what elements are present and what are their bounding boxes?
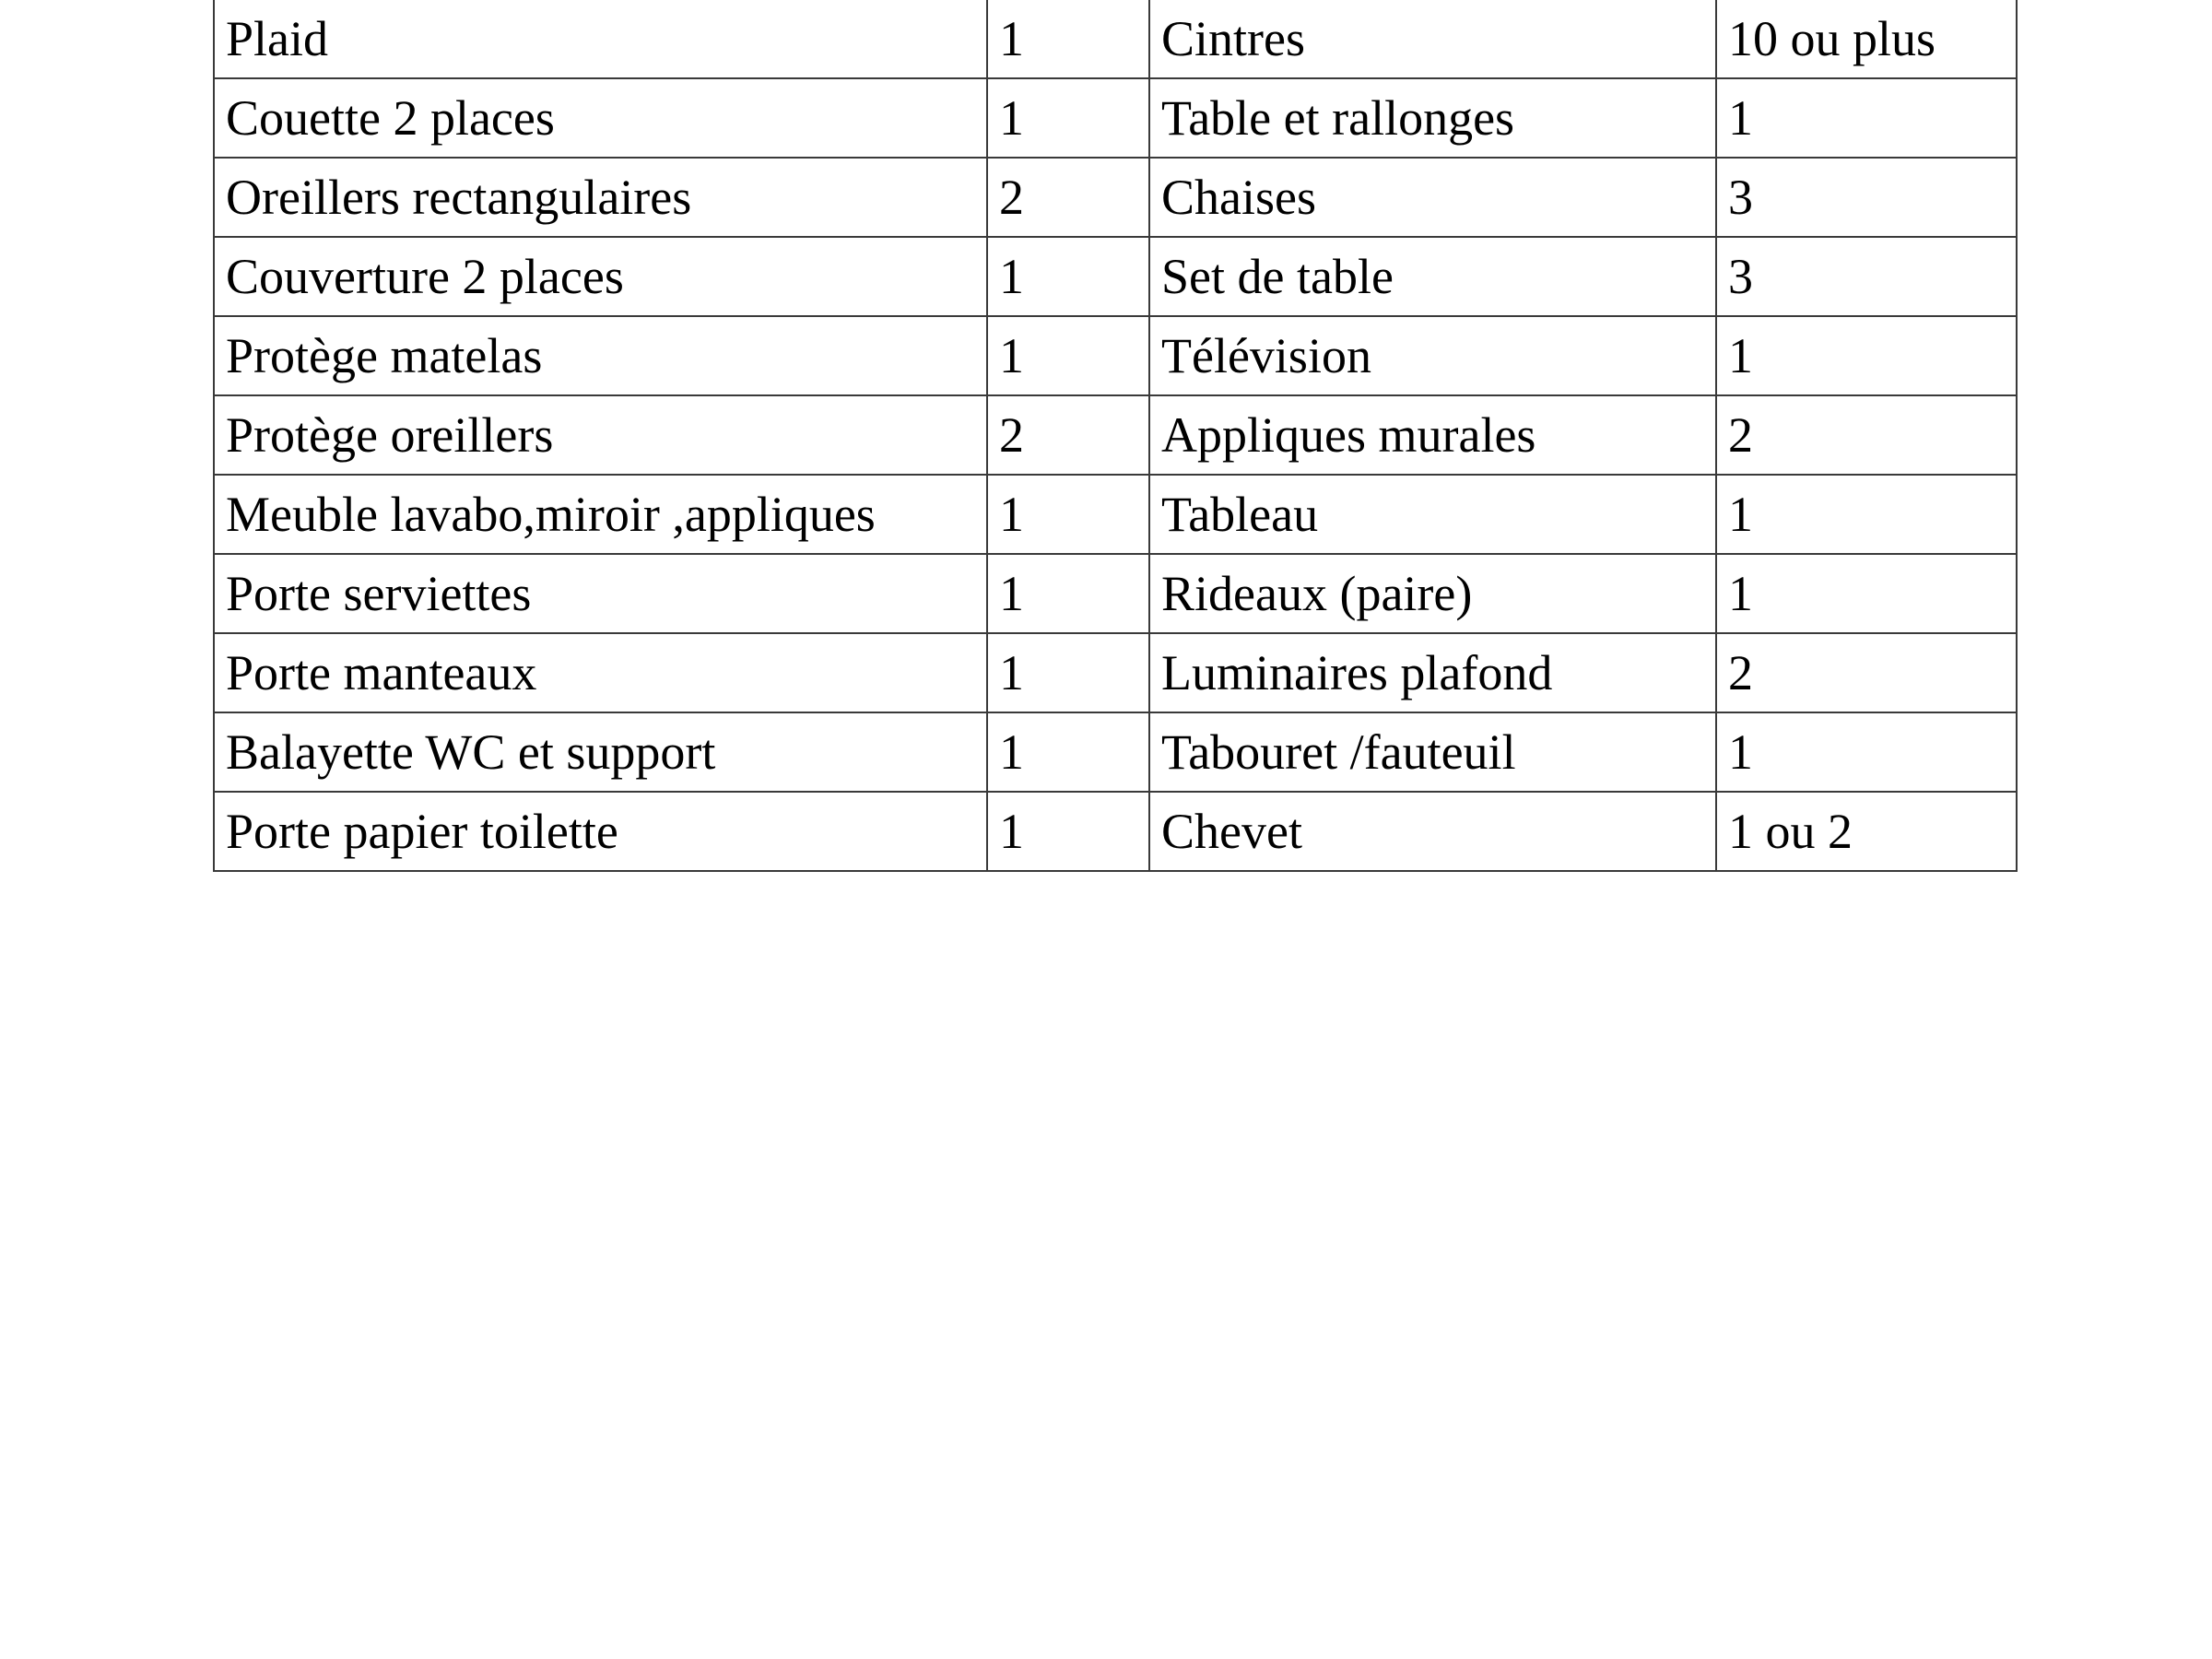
qty-right-cell: 1: [1716, 475, 2017, 554]
qty-right-cell: 3: [1716, 158, 2017, 237]
item-left-cell: Balayette WC et support: [214, 712, 987, 792]
qty-right-cell: 1: [1716, 554, 2017, 633]
item-left-cell: Oreillers rectangulaires: [214, 158, 987, 237]
item-left-cell: Plaid: [214, 0, 987, 78]
item-left-cell: Porte serviettes: [214, 554, 987, 633]
qty-right-cell: 10 ou plus: [1716, 0, 2017, 78]
table-row: [214, 158, 2017, 237]
item-right-cell: Rideaux (paire): [1149, 554, 1716, 633]
qty-left-cell: 1: [987, 475, 1149, 554]
item-right-cell: Tableau: [1149, 475, 1716, 554]
qty-right-cell: 1: [1716, 316, 2017, 395]
qty-left-cell: 1: [987, 78, 1149, 158]
item-left-cell: Couverture 2 places: [214, 237, 987, 316]
item-right-cell: Cintres: [1149, 0, 1716, 78]
item-left-cell: Porte papier toilette: [214, 792, 987, 871]
qty-right-cell: 1 ou 2: [1716, 792, 2017, 871]
table-row: [214, 633, 2017, 712]
table-row: [214, 712, 2017, 792]
item-right-cell: Appliques murales: [1149, 395, 1716, 475]
item-right-cell: Table et rallonges: [1149, 78, 1716, 158]
qty-right-cell: 1: [1716, 78, 2017, 158]
item-left-cell: Protège matelas: [214, 316, 987, 395]
item-right-cell: Luminaires plafond: [1149, 633, 1716, 712]
qty-right-cell: 2: [1716, 633, 2017, 712]
item-right-cell: Tabouret /fauteuil: [1149, 712, 1716, 792]
qty-left-cell: 1: [987, 792, 1149, 871]
qty-right-cell: 3: [1716, 237, 2017, 316]
qty-left-cell: 2: [987, 395, 1149, 475]
qty-left-cell: 1: [987, 712, 1149, 792]
table-row: [214, 395, 2017, 475]
table-row: [214, 316, 2017, 395]
qty-left-cell: 2: [987, 158, 1149, 237]
table-row: [214, 792, 2017, 871]
item-left-cell: Meuble lavabo,miroir ,appliques: [214, 475, 987, 554]
item-left-cell: Protège oreillers: [214, 395, 987, 475]
table-row: [214, 554, 2017, 633]
item-left-cell: Couette 2 places: [214, 78, 987, 158]
table-row: [214, 237, 2017, 316]
qty-left-cell: 1: [987, 316, 1149, 395]
item-right-cell: Chevet: [1149, 792, 1716, 871]
qty-left-cell: 1: [987, 633, 1149, 712]
item-right-cell: Set de table: [1149, 237, 1716, 316]
table-row: [214, 475, 2017, 554]
qty-right-cell: 2: [1716, 395, 2017, 475]
qty-left-cell: 1: [987, 0, 1149, 78]
table-row: [214, 0, 2017, 78]
qty-left-cell: 1: [987, 554, 1149, 633]
qty-right-cell: 1: [1716, 712, 2017, 792]
qty-left-cell: 1: [987, 237, 1149, 316]
inventory-table: [213, 0, 2018, 872]
item-left-cell: Porte manteaux: [214, 633, 987, 712]
item-right-cell: Chaises: [1149, 158, 1716, 237]
item-right-cell: Télévision: [1149, 316, 1716, 395]
table-row: [214, 78, 2017, 158]
